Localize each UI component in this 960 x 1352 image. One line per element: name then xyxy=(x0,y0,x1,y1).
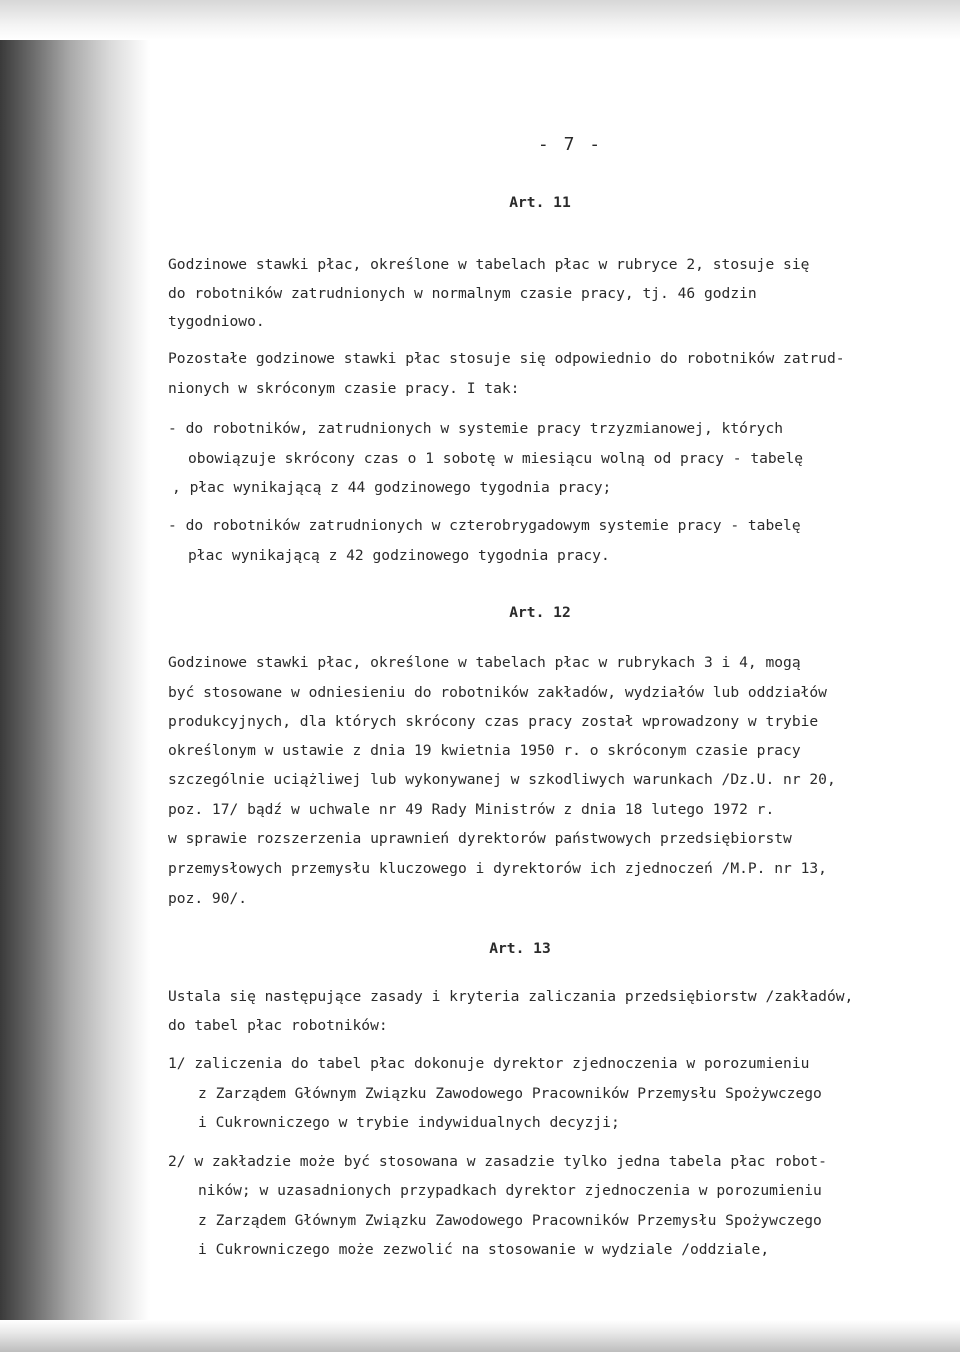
article-11-line: płac wynikającą z 42 godzinowego tygodnia pracy. xyxy=(188,547,610,564)
article-12-line: określonym w ustawie z dnia 19 kwietnia 1950 r. o skróconym czasie pracy xyxy=(168,742,801,759)
article-11-line: , płac wynikającą z 44 godzinowego tygodnia pracy; xyxy=(172,479,612,496)
article-11-line: Godzinowe stawki płac, określone w tabelach płac w rubryce 2, stosuje się xyxy=(168,256,810,273)
article-11-line: do robotników zatrudnionych w normalnym czasie pracy, tj. 46 godzin xyxy=(168,285,757,302)
article-13-line: z Zarządem Głównym Związku Zawodowego Pracowników Przemysłu Spożywczego xyxy=(198,1085,822,1102)
article-13-line: ników; w uzasadnionych przypadkach dyrektor zjednoczenia w porozumieniu xyxy=(198,1182,822,1199)
page-number: - 7 - xyxy=(537,134,603,155)
article-11-line: - do robotników zatrudnionych w czterobrygadowym systemie pracy - tabelę xyxy=(168,517,801,534)
article-11-line: - do robotników, zatrudnionych w systemie pracy trzyzmianowej, których xyxy=(168,420,784,437)
article-heading-11: Art. 11 xyxy=(509,194,571,211)
article-12-line: produkcyjnych, dla których skrócony czas pracy został wprowadzony w trybie xyxy=(168,713,819,730)
article-13-line: i Cukrowniczego w trybie indywidualnych decyzji; xyxy=(198,1114,620,1131)
article-13-line: 1/ zaliczenia do tabel płac dokonuje dyrektor zjednoczenia w porozumieniu xyxy=(168,1055,810,1072)
article-13-line: i Cukrowniczego może zezwolić na stosowanie w wydziale /oddziale, xyxy=(198,1241,770,1258)
article-13-line: 2/ w zakładzie może być stosowana w zasadzie tylko jedna tabela płac robot- xyxy=(168,1153,827,1170)
article-13-line: z Zarządem Głównym Związku Zawodowego Pracowników Przemysłu Spożywczego xyxy=(198,1212,822,1229)
article-heading-12: Art. 12 xyxy=(509,604,571,621)
article-11-line: Pozostałe godzinowe stawki płac stosuje się odpowiednio do robotników zatrud- xyxy=(168,350,845,367)
article-heading-13: Art. 13 xyxy=(489,940,551,957)
scan-edge-shadow xyxy=(0,0,150,1352)
article-12-line: poz. 90/. xyxy=(168,890,248,907)
article-12-line: poz. 17/ bądź w uchwale nr 49 Rady Ministrów z dnia 18 lutego 1972 r. xyxy=(168,801,775,818)
scan-top-shade xyxy=(0,0,960,40)
article-13-line: Ustala się następujące zasady i kryteria zaliczania przedsiębiorstw /zakładów, xyxy=(168,988,854,1005)
article-11-line: obowiązuje skrócony czas o 1 sobotę w miesiącu wolną od pracy - tabelę xyxy=(188,450,804,467)
article-13-line: do tabel płac robotników: xyxy=(168,1017,388,1034)
article-11-line: nionych w skróconym czasie pracy. I tak: xyxy=(168,380,520,397)
scan-bottom-shade xyxy=(0,1320,960,1352)
article-12-line: przemysłowych przemysłu kluczowego i dyrektorów ich zjednoczeń /M.P. nr 13, xyxy=(168,860,827,877)
article-12-line: szczególnie uciążliwej lub wykonywanej w szkodliwych warunkach /Dz.U. nr 20, xyxy=(168,771,836,788)
article-12-line: w sprawie rozszerzenia uprawnień dyrektorów państwowych przedsiębiorstw xyxy=(168,830,792,847)
article-11-line: tygodniowo. xyxy=(168,313,265,330)
article-12-line: być stosowane w odniesieniu do robotników zakładów, wydziałów lub oddziałów xyxy=(168,684,827,701)
article-12-line: Godzinowe stawki płac, określone w tabelach płac w rubrykach 3 i 4, mogą xyxy=(168,654,801,671)
